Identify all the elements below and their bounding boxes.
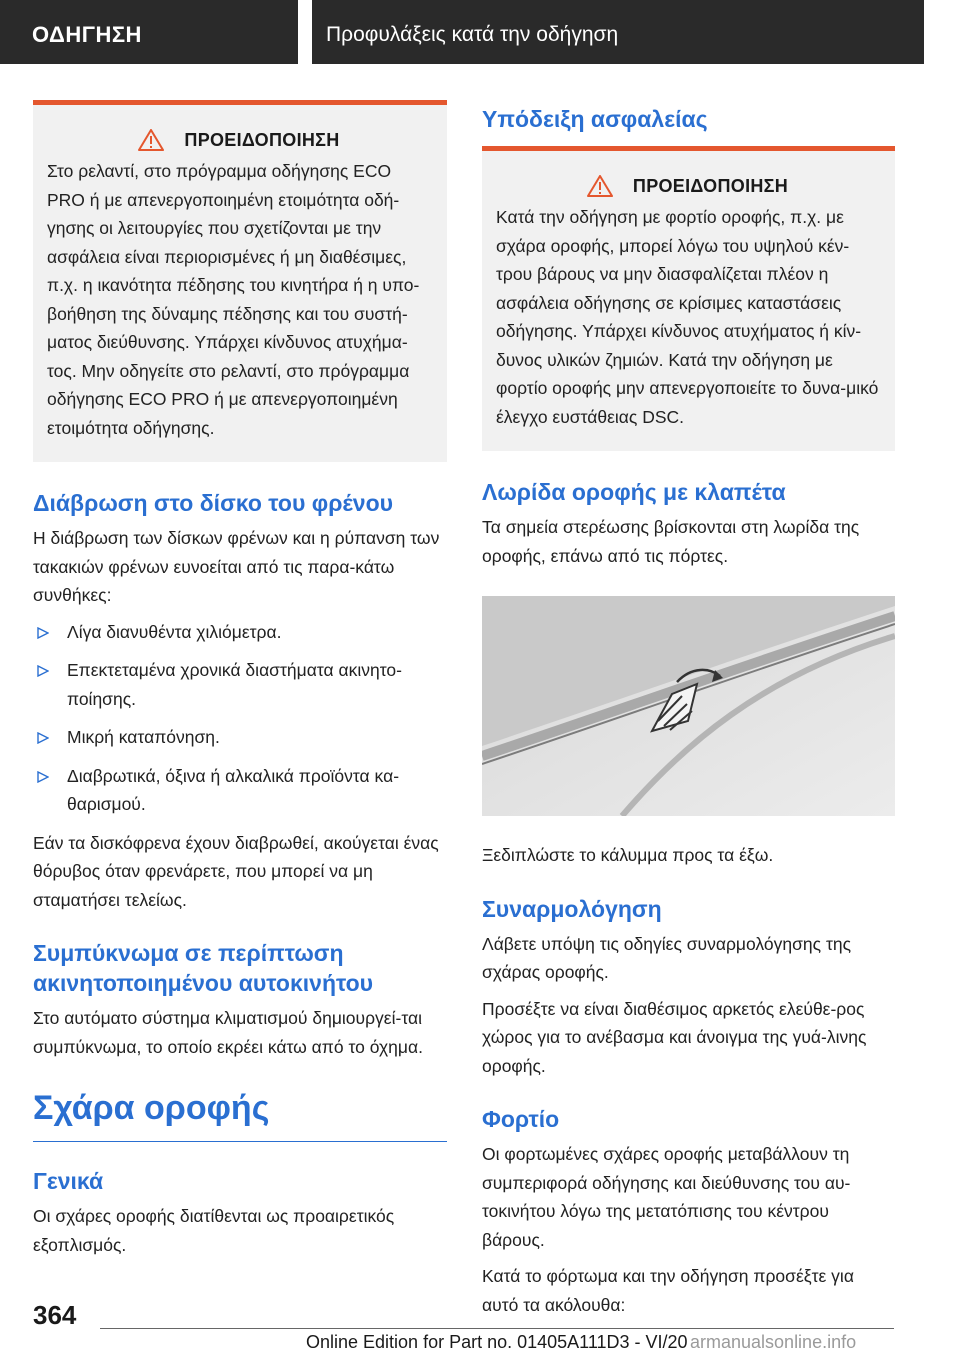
roof-strip-photo	[482, 596, 895, 816]
heading-brake-corrosion: Διάβρωση στο δίσκο του φρένου	[33, 490, 394, 516]
list-item: Διαβρωτικά, όξινα ή αλκαλικά προϊόντα κα-θαρισμού.	[33, 762, 447, 819]
warning-header	[47, 129, 431, 151]
right-column	[482, 100, 895, 1327]
warning-box-roof-load	[482, 146, 895, 451]
heading-general: Γενικά	[33, 1168, 104, 1194]
heading-condensation: Συμπύκνωμα σε περίπτωση ακινητοποιημένου αυτοκινήτου	[33, 940, 374, 996]
photo-caption: Ξεδιπλώστε το κάλυμμα προς τα έξω.	[482, 845, 774, 865]
page-number: 364	[33, 1300, 77, 1330]
section-tab: ΟΔΗΓΗΣΗ	[0, 0, 298, 64]
watermark: armanualsonline.info	[690, 1332, 857, 1352]
load-text-2: Κατά το φόρτωμα και την οδήγηση προσέξτε για αυτό τα ακόλουθα:	[482, 1266, 854, 1315]
chapter-title-roof-rack: Σχάρα οροφής	[33, 1087, 447, 1142]
page-header	[0, 0, 960, 64]
heading-safety-note: Υπόδειξη ασφαλείας	[482, 106, 708, 132]
warning-triangle-icon	[138, 129, 164, 151]
bullet-triangle-icon	[37, 771, 49, 783]
bullet-triangle-icon	[37, 732, 49, 744]
warning-box-idle	[33, 100, 447, 462]
corrosion-intro: Η διάβρωση των δίσκων φρένων και η ρύπανση των τακακιών φρένων ευνοείται από τις παρα-κάτω συνθήκες:	[33, 528, 440, 605]
roof-strip-text: Τα σημεία στερέωσης βρίσκονται στη λωρίδα της οροφής, επάνω από τις πόρτες.	[482, 517, 860, 566]
warning-text: Κατά την οδήγηση με φορτίο οροφής, π.χ. με σχάρα οροφής, μπορεί λόγω του υψηλού κέν-τρου βάρους να μην διασφαλίζεται πλέον η ασφάλεια οδήγησης σε κρίσιμες καταστάσεις οδήγησης. Υπάρχει κίνδυνος ατυχήματος ή κίν-δυνος υλικών ζημιών. Κατά την οδήγηση με φορτίο οροφής μην απενεργοποιείτε το δυνα-μικό έλεγχο ευστάθειας DSC.	[496, 207, 879, 427]
load-text-1: Οι φορτωμένες σχάρες οροφής μεταβάλλουν τη συμπεριφορά οδήγησης και διεύθυνσης του αυ-τοκινήτου λόγω της μετατόπισης του κέντρου βάρους.	[482, 1144, 851, 1250]
assembly-text-1: Λάβετε υπόψη τις οδηγίες συναρμολόγησης της σχάρας οροφής.	[482, 933, 852, 982]
subsection-title: Προφυλάξεις κατά την οδήγηση	[312, 0, 924, 64]
warning-text: Στο ρελαντί, στο πρόγραμμα οδήγησης ECO PRO ή με απενεργοποιημένη ετοιμότητα οδή-γησης οι λειτουργίες που σχετίζονται με την ασφάλεια είναι περιορισμένες ή μη διαθέσιμες, π.χ. η ικανότητα πέδησης του κινητήρα ή η υπο-βοήθηση της δύναμης πέδησης και του συστή-ματος διεύθυνσης. Υπάρχει κίνδυνος ατυχήμα-τος. Μην οδηγείτε στο ρελαντί, στο πρόγραμμα οδήγησης ECO PRO ή με απενεργοποιημένη ετοιμότητα οδήγησης.	[47, 161, 420, 438]
list-item: Επεκτεταμένα χρονικά διαστήματα ακινητο-ποίησης.	[33, 656, 447, 713]
warning-triangle-icon	[587, 175, 613, 197]
corrosion-outro: Εάν τα δισκόφρενα έχουν διαβρωθεί, ακούγεται ένας θόρυβος όταν φρενάρετε, που μπορεί να μη σταματήσει τελείως.	[33, 832, 439, 910]
list-item: Λίγα διανυθέντα χιλιόμετρα.	[33, 618, 447, 647]
condensation-text: Στο αυτόματο σύστημα κλιματισμού δημιουργεί-ται συμπύκνωμα, το οποίο εκρέει κάτω από το όχημα.	[33, 1008, 423, 1057]
heading-load: Φορτίο	[482, 1106, 560, 1132]
footer-divider	[100, 1328, 894, 1329]
edition-label: Online Edition for Part no. 01405A111D3 - VI/20	[306, 1332, 688, 1352]
heading-roof-strip: Λωρίδα οροφής με κλαπέτα	[482, 479, 786, 505]
corrosion-conditions-list	[33, 618, 447, 819]
warning-title: ΠΡΟΕΙΔΟΠΟΙΗΣΗ	[632, 175, 789, 196]
bullet-triangle-icon	[37, 665, 49, 677]
warning-header	[496, 175, 879, 197]
bullet-triangle-icon	[37, 627, 49, 639]
assembly-text-2: Προσέξτε να είναι διαθέσιμος αρκετός ελεύθε-ρος χώρος για το ανέβασμα και άνοιγμα της γυά-λινης οροφής.	[482, 998, 867, 1076]
general-text: Οι σχάρες οροφής διατίθενται ως προαιρετικός εξοπλισμός.	[33, 1206, 395, 1255]
warning-title: ΠΡΟΕΙΔΟΠΟΙΗΣΗ	[184, 129, 340, 150]
list-item: Μικρή καταπόνηση.	[33, 723, 447, 752]
left-column	[33, 100, 447, 1267]
heading-assembly: Συναρμολόγηση	[482, 895, 662, 922]
